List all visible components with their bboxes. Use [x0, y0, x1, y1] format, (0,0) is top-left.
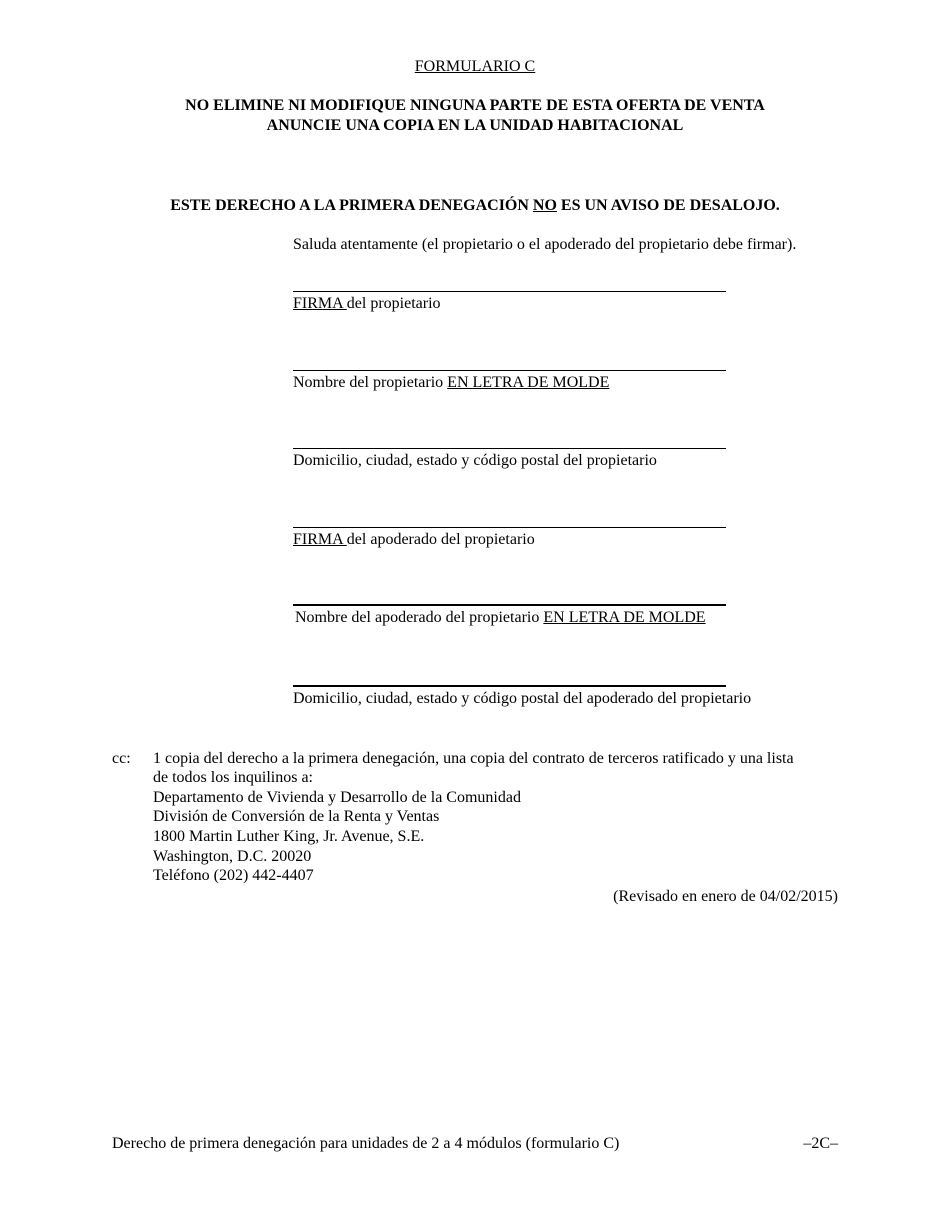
owner-signature-line[interactable]	[293, 291, 726, 292]
footer-title: Derecho de primera denegación para unidades de 2 a 4 módulos (formulario C)	[112, 1135, 620, 1152]
agent-signature-label: FIRMA del apoderado del propietario	[293, 531, 535, 548]
cc-line: División de Conversión de la Renta y Ventas	[153, 808, 440, 825]
owner-name-line[interactable]	[293, 370, 726, 371]
cc-label: cc:	[112, 750, 131, 767]
cc-line: de todos los inquilinos a:	[153, 769, 313, 786]
eviction-notice: ESTE DERECHO A LA PRIMERA DENEGACIÓN NO ES UN AVISO DE DESALOJO.	[170, 197, 780, 214]
agent-signature-line[interactable]	[293, 527, 726, 528]
owner-address-line[interactable]	[293, 448, 726, 449]
cc-line: Washington, D.C. 20020	[153, 848, 312, 865]
closing-text: Saluda atentamente (el propietario o el apoderado del propietario debe firmar).	[293, 236, 797, 253]
agent-address-line[interactable]	[293, 685, 726, 687]
warning-line-1: NO ELIMINE NI MODIFIQUE NINGUNA PARTE DE ESTA OFERTA DE VENTA	[185, 97, 765, 114]
cc-line: 1 copia del derecho a la primera denegación, una copia del contrato de terceros ratificado y una lista	[153, 750, 794, 767]
form-title: FORMULARIO C	[414, 58, 536, 75]
page-number: –2C–	[803, 1135, 838, 1152]
warning-line-2: ANUNCIE UNA COPIA EN LA UNIDAD HABITACIONAL	[266, 117, 684, 134]
agent-name-label: Nombre del apoderado del propietario EN LETRA DE MOLDE	[295, 609, 706, 626]
cc-line: Teléfono (202) 442-4407	[153, 867, 314, 884]
revision-date: (Revisado en enero de 04/02/2015)	[613, 888, 838, 905]
owner-signature-label: FIRMA del propietario	[293, 295, 441, 312]
agent-name-line[interactable]	[293, 604, 726, 606]
cc-line: Departamento de Vivienda y Desarrollo de la Comunidad	[153, 789, 521, 806]
agent-address-label: Domicilio, ciudad, estado y código postal del apoderado del propietario	[293, 690, 752, 707]
owner-address-label: Domicilio, ciudad, estado y código postal del propietario	[293, 452, 657, 469]
cc-line: 1800 Martin Luther King, Jr. Avenue, S.E.	[153, 828, 425, 845]
owner-name-label: Nombre del propietario EN LETRA DE MOLDE	[293, 374, 610, 391]
